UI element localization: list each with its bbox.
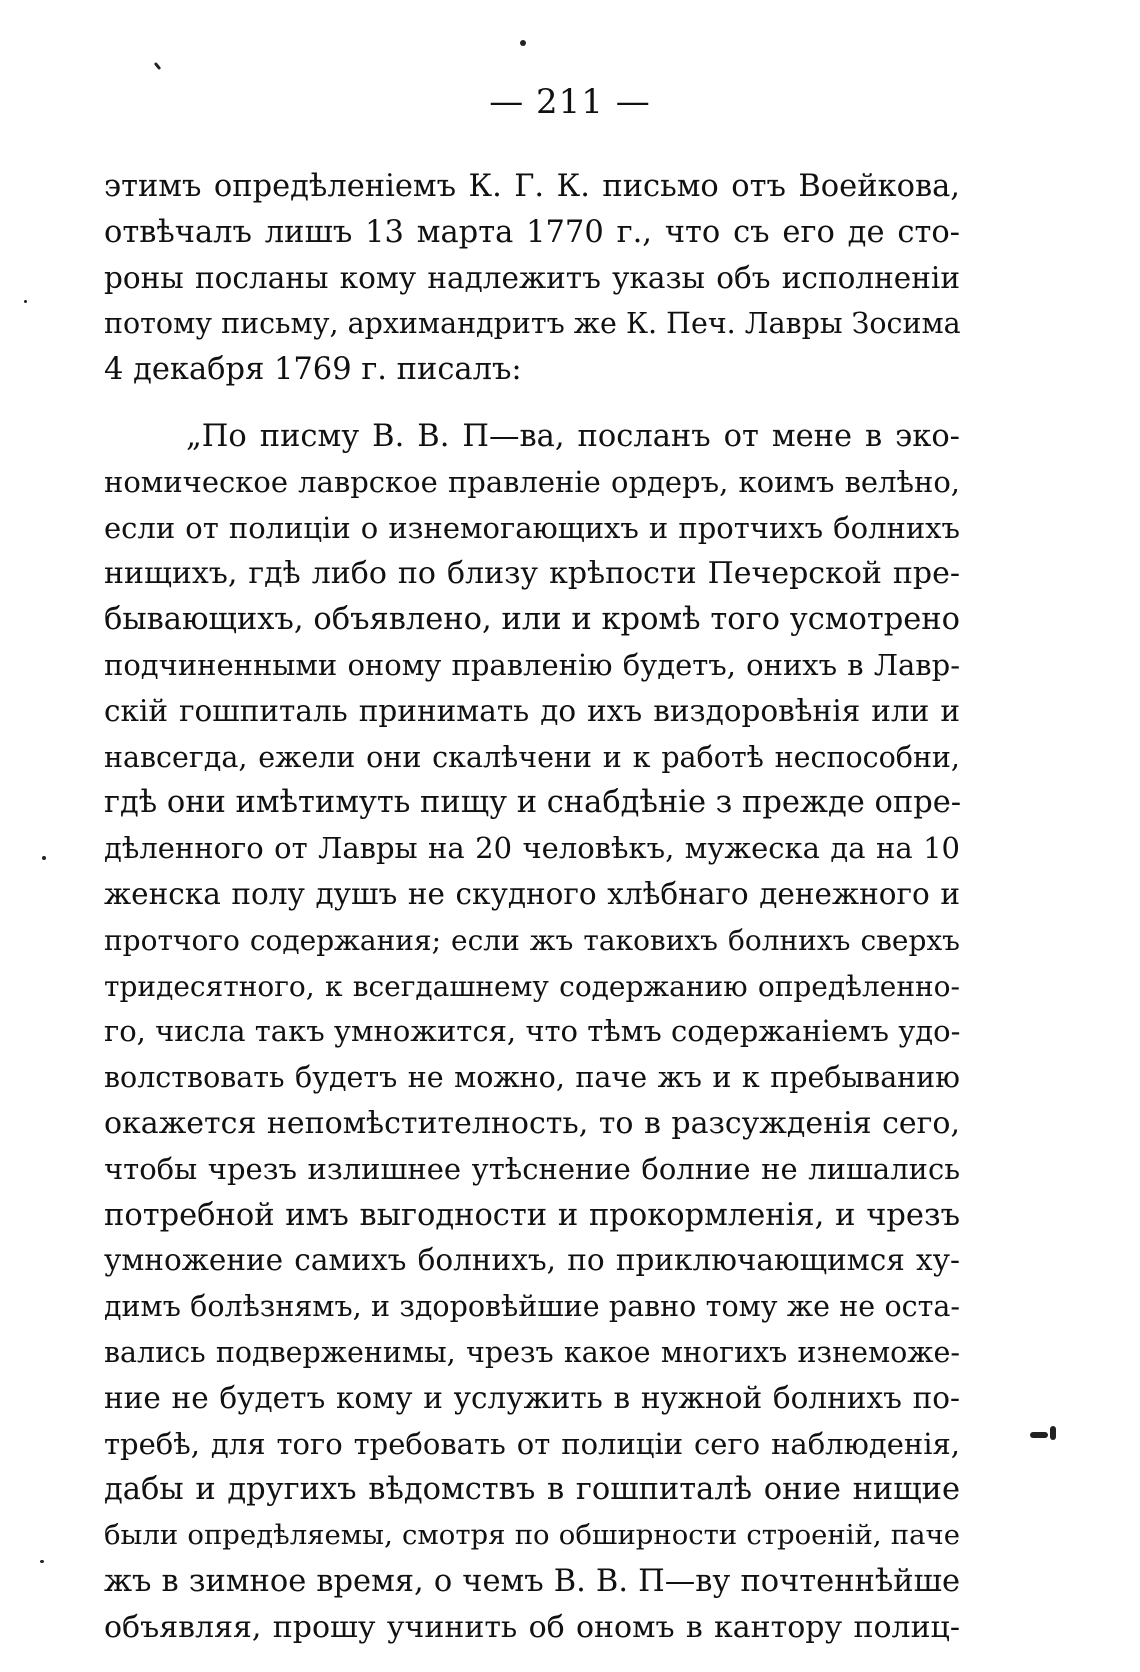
text-line: 4 декабря 1769 г. писалъ: xyxy=(104,352,522,388)
page-number: — 211 — xyxy=(489,82,651,122)
text-line: протчого содержания; если жъ таковихъ болнихъ сверхъ xyxy=(104,923,960,957)
text-line: бывающихъ, объявлено, или и кромѣ того усмотрено xyxy=(104,602,960,638)
text-line: потребной имъ выгодности и прокормленія, и чрезъ xyxy=(104,1197,960,1233)
text-line: объявляя, прошу учинить об ономъ в кантору полиц- xyxy=(104,1609,960,1645)
scan-speck xyxy=(24,300,27,303)
text-line: волствовать будетъ не можно, паче жъ и к пребыванию xyxy=(104,1061,960,1095)
text-line: скій гошпиталь принимать до ихъ виздоровѣнія или и xyxy=(104,693,960,728)
text-line: если от полиціи о изнемогающихъ и протчихъ болнихъ xyxy=(104,510,960,545)
text-line: женска полу душъ не скудного хлѣбнаго денежного и xyxy=(104,876,960,911)
text-line: тридесятного, к всегдашнему содержанию опредѣленно- xyxy=(104,969,960,1003)
text-line: номическое лаврское правленіе ордеръ, коимъ велѣно, xyxy=(104,464,960,499)
text-line: вались подверженимы, чрезъ какое многихъ изнеможе- xyxy=(104,1335,960,1369)
text-line: этимъ опредѣленіемъ К. Г. К. письмо отъ Воейкова, xyxy=(104,169,960,204)
text-line: дабы и другихъ вѣдомствъ в гошпиталѣ оние нищие xyxy=(104,1472,960,1508)
scan-speck xyxy=(1050,1426,1056,1440)
scan-speck xyxy=(42,856,46,860)
text-line: ние не будетъ кому и услужить в нужной болнихъ по- xyxy=(104,1380,960,1415)
text-line: димъ болѣзнямъ, и здоровѣйшие равно тому же не оста- xyxy=(104,1290,960,1324)
paragraph-2-quoted-letter xyxy=(104,414,960,1651)
text-line: дѣленного от Лавры на 20 человѣкъ, мужеска да на 10 xyxy=(104,831,960,866)
text-line: отвѣчалъ лишъ 13 марта 1770 г., что съ его де сто- xyxy=(104,214,960,250)
scan-speck xyxy=(154,62,161,70)
scan-speck xyxy=(40,1560,44,1563)
scan-speck xyxy=(520,40,526,46)
text-line: потому письму, архимандритъ же К. Печ. Лавры Зосима xyxy=(104,307,961,341)
text-line: были опредѣляемы, смотря по обширности строеній, паче xyxy=(104,1519,960,1552)
text-line: навсегда, ежели они скалѣчени и к работѣ неспособни, xyxy=(104,740,960,774)
text-line: умножение самихъ болнихъ, по приключающимся ху- xyxy=(104,1243,960,1278)
scan-speck xyxy=(1030,1432,1048,1438)
text-line: роны посланы кому надлежитъ указы объ исполненіи xyxy=(104,260,960,295)
paragraph-1 xyxy=(104,164,960,393)
text-line: гдѣ они имѣтимуть пищу и снабдѣніе з прежде опре- xyxy=(104,785,962,821)
text-line: нищихъ, гдѣ либо по близу крѣпости Печерской пре- xyxy=(104,556,960,592)
text-line: го, числа такъ умножится, что тѣмъ содержаніемъ удо- xyxy=(104,1014,961,1049)
text-line: „По писму В. В. П—ва, посланъ от мене в эко- xyxy=(186,419,960,454)
text-line: подчиненными оному правленію будетъ, онихъ в Лавр- xyxy=(104,647,960,682)
text-line: жъ в зимное время, о чемъ В. В. П—ву почтеннѣйше xyxy=(104,1563,960,1599)
text-line: окажется непомѣстителность, то в разсужденія сего, xyxy=(104,1105,960,1141)
text-line: требѣ, для того требовать от полиціи сего наблюденія, xyxy=(104,1426,960,1461)
text-line: чтобы чрезъ излишнее утѣснение болние не лишались xyxy=(104,1151,960,1186)
